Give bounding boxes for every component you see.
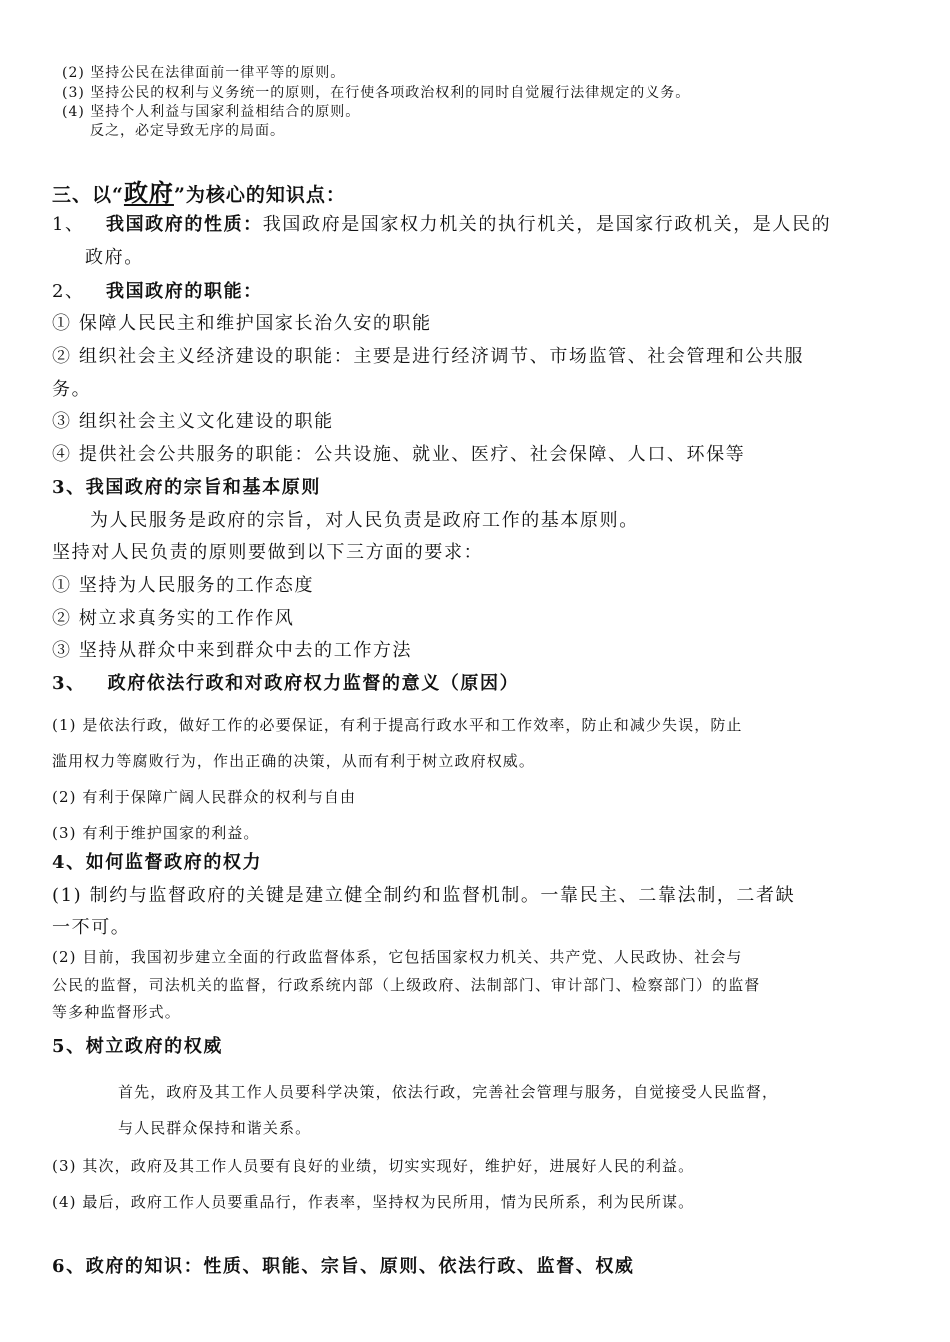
point-3-requirements: 坚持对人民负责的原则要做到以下三方面的要求： — [52, 542, 484, 563]
supervision-item-2-continuation-2: 等多种监督形式。 — [52, 1003, 181, 1021]
section-3-keyword: 政府 — [123, 178, 174, 207]
point-1-text: 我国政府是国家权力机关的执行机关，是国家行政机关，是人民的 — [262, 214, 832, 235]
point-6-heading: 6、政府的知识：性质、职能、宗旨、原则、依法行政、监督、权威 — [52, 1256, 635, 1277]
point-2-heading — [52, 277, 263, 303]
function-item-1: ① 保障人民民主和维护国家长治久安的职能 — [52, 313, 432, 334]
significance-item-1-continuation: 滥用权力等腐败行为，作出正确的决策，从而有利于树立政府权威。 — [52, 752, 536, 770]
point-2-number: 2、 — [52, 281, 85, 302]
point-1-title: 我国政府的性质： — [105, 214, 263, 235]
point-3b-number: 3、 — [52, 673, 86, 694]
supervision-item-1: (1) 制约与监督政府的关键是建立健全制约和监督机制。一靠民主、二靠法制，二者缺 — [52, 885, 796, 906]
point-3-text: 为人民服务是政府的宗旨，对人民负责是政府工作的基本原则。 — [90, 510, 639, 531]
significance-item-3: (3) 有利于维护国家的利益。 — [52, 824, 260, 842]
point-5-heading: 5、树立政府的权威 — [52, 1036, 223, 1057]
function-item-3: ③ 组织社会主义文化建设的职能 — [52, 411, 334, 432]
significance-item-2: (2) 有利于保障广阔人民群众的权利与自由 — [52, 788, 357, 806]
requirement-item-3: ③ 坚持从群众中来到群众中去的工作方法 — [52, 640, 413, 661]
section-3-heading — [52, 173, 346, 208]
authority-item-3: (3) 其次，政府及其工作人员要有良好的业绩，切实实现好，维护好，进展好人民的利益。 — [52, 1157, 695, 1175]
point-2-title: 我国政府的职能： — [105, 281, 263, 302]
top-line-4: (4) 坚持个人利益与国家利益相结合的原则。 — [62, 104, 361, 120]
authority-item-4: (4) 最后，政府工作人员要重品行，作表率，坚持权为民所用，情为民所系，利为民所谋。 — [52, 1193, 695, 1211]
function-item-4: ④ 提供社会公共服务的职能：公共设施、就业、医疗、社会保障、人口、环保等 — [52, 444, 746, 465]
point-3b-title: 政府依法行政和对政府权力监督的意义（原因） — [107, 673, 520, 694]
authority-item-1: 首先，政府及其工作人员要科学决策，依法行政，完善社会管理与服务，自觉接受人民监督， — [118, 1083, 779, 1101]
section-3-prefix: 三、以“ — [52, 184, 124, 206]
supervision-item-2-continuation: 公民的监督，司法机关的监督，行政系统内部（上级政府、法制部门、审计部门、检察部门）的监督 — [52, 976, 761, 994]
function-item-2: ② 组织社会主义经济建设的职能：主要是进行经济调节、市场监管、社会管理和公共服 — [52, 346, 805, 367]
point-1-continuation: 政府。 — [85, 247, 144, 268]
function-item-2-continuation: 务。 — [52, 379, 92, 400]
point-1-number: 1、 — [52, 214, 85, 235]
significance-item-1: (1) 是依法行政，做好工作的必要保证，有利于提高行政水平和工作效率，防止和减少失误，防止 — [52, 716, 743, 734]
top-line-3: (3) 坚持公民的权利与义务统一的原则，在行使各项政治权利的同时自觉履行法律规定的义务。 — [62, 85, 691, 101]
point-3b-heading — [52, 669, 519, 695]
point-1-line — [52, 210, 831, 236]
top-line-conclusion: 反之，必定导致无序的局面。 — [90, 123, 285, 139]
supervision-item-1-continuation: 一不可。 — [52, 917, 131, 938]
point-3-heading: 3、我国政府的宗旨和基本原则 — [52, 477, 321, 498]
point-4-heading: 4、如何监督政府的权力 — [52, 852, 263, 873]
requirement-item-1: ① 坚持为人民服务的工作态度 — [52, 575, 315, 596]
section-3-suffix: ”为核心的知识点： — [173, 184, 346, 206]
top-line-2: (2) 坚持公民在法律面前一律平等的原则。 — [62, 65, 346, 81]
supervision-item-2: (2) 目前，我国初步建立全面的行政监督体系，它包括国家权力机关、共产党、人民政协、社会与 — [52, 948, 743, 966]
requirement-item-2: ② 树立求真务实的工作作风 — [52, 608, 295, 629]
authority-item-1-continuation: 与人民群众保持和谐关系。 — [118, 1119, 312, 1137]
